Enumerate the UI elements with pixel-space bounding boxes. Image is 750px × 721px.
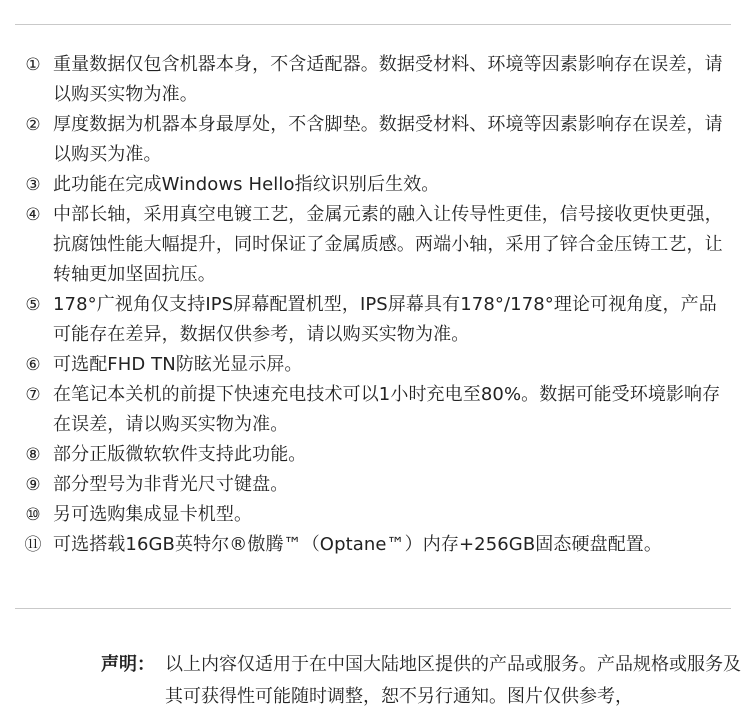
footnote-number: ③ xyxy=(25,175,41,195)
footnote-item xyxy=(0,170,750,200)
section-divider xyxy=(15,608,731,609)
footnote-number: ⑤ xyxy=(25,295,41,315)
footnote-item xyxy=(0,440,750,470)
footnote-item xyxy=(0,110,750,170)
footnote-item xyxy=(0,470,750,500)
footnote-number: ⑥ xyxy=(25,355,41,375)
footnote-item xyxy=(0,350,750,380)
footnote-text: 部分型号为非背光尺寸键盘。 xyxy=(53,474,289,495)
footnote-number: ⑪ xyxy=(24,535,42,555)
footnote-item xyxy=(0,200,750,290)
footnote-item xyxy=(0,530,750,560)
footnote-number: ⑩ xyxy=(25,505,41,525)
declaration-text: 以上内容仅适用于在中国大陆地区提供的产品或服务。产品规格或服务及其可获得性可能随时调整，恕不另行通知。图片仅供参考， xyxy=(165,654,741,707)
footnote-text: 178°广视角仅支持IPS屏幕配置机型，IPS屏幕具有178°/178°理论可视角度，产品可能存在差异，数据仅供参考，请以购买实物为准。 xyxy=(53,294,717,345)
footnote-list xyxy=(0,50,750,560)
footnote-item xyxy=(0,500,750,530)
footnote-text: 此功能在完成Windows Hello指纹识别后生效。 xyxy=(53,174,440,195)
footnote-text: 可选搭载16GB英特尔®傲腾™（Optane™）内存+256GB固态硬盘配置。 xyxy=(53,534,662,555)
footnote-text: 在笔记本关机的前提下快速充电技术可以1小时充电至80%。数据可能受环境影响存在误差，请以购买实物为准。 xyxy=(53,384,721,435)
footnote-item xyxy=(0,380,750,440)
footnote-text: 可选配FHD TN防眩光显示屏。 xyxy=(53,354,303,375)
footnote-text: 厚度数据为机器本身最厚处，不含脚垫。数据受材料、环境等因素影响存在误差，请以购买为准。 xyxy=(53,114,723,165)
footnote-number: ⑦ xyxy=(25,385,41,405)
top-divider xyxy=(15,24,731,25)
footnote-number: ⑧ xyxy=(25,445,41,465)
footnote-number: ⑨ xyxy=(25,475,41,495)
footnote-item xyxy=(0,290,750,350)
declaration xyxy=(101,649,741,713)
footnote-text: 重量数据仅包含机器本身，不含适配器。数据受材料、环境等因素影响存在误差，请以购买实物为准。 xyxy=(53,54,723,105)
footnote-number: ① xyxy=(25,55,41,75)
declaration-label: 声明： xyxy=(101,654,155,675)
footnote-text: 另可选购集成显卡机型。 xyxy=(53,504,253,525)
footnote-number: ② xyxy=(25,115,41,135)
footnote-text: 部分正版微软软件支持此功能。 xyxy=(53,444,307,465)
footnote-text: 中部长轴，采用真空电镀工艺，金属元素的融入让传导性更佳，信号接收更快更强，抗腐蚀性能大幅提升，同时保证了金属质感。两端小轴，采用了锌合金压铸工艺，让转轴更加坚固抗压。 xyxy=(53,204,723,285)
footnote-number: ④ xyxy=(25,205,41,225)
footnote-item xyxy=(0,50,750,110)
